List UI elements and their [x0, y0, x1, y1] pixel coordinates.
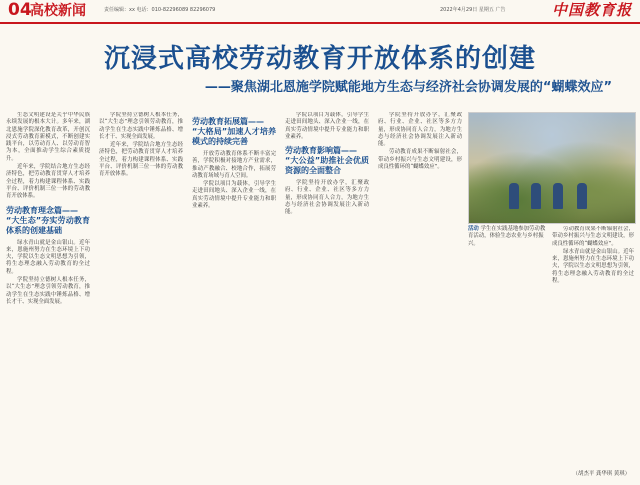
section-paragraph: 学院坚持立德树人根本任务，以“大生态”理念引领劳动教育，推动学生在生态实践中锤炼品格、增长才干、实现全面发展。 [6, 277, 90, 305]
photo-figure [531, 183, 541, 209]
column-3 [192, 112, 276, 211]
section-paragraph: 绿水青山就是金山银山。近年来，恩施州努力在生态环境上下功夫，学院以生态文明思想为引领，将生态理念融入劳动教育的全过程。 [552, 248, 634, 285]
section-paragraph: 近年来，学院结合地方生态经济特色，把劳动教育贯穿人才培养全过程，着力构建课程体系、实践平台、评价机制三位一体的劳动教育开放体系。 [99, 142, 183, 178]
section-title-1: 劳动教育理念篇—— “大生态”夯实劳动教育体系的创建基础 [6, 205, 90, 235]
article-byline: （胡杰平 龚华琪 黄琪） [572, 471, 630, 477]
photo-caption [468, 226, 548, 248]
section-paragraph: 学院坚持开放办学，汇聚政府、行业、企业、社区等多方力量，形成协同育人合力，为地方生态与经济社会协调发展注入新动能。 [378, 112, 462, 148]
column-4 [285, 112, 369, 218]
editor-info: 责任编辑：xx 电话：010-82296089 82296079 [104, 7, 216, 13]
section-title-2: 劳动教育拓展篇—— “大格局”加速人才培养模式的持续完善 [192, 117, 276, 146]
date-info: 2022年4月29日 星期五 广告 [440, 7, 506, 13]
caption-title: 活动 [468, 226, 479, 232]
section-paragraph: 学院坚持立德树人根本任务，以“大生态”理念引领劳动教育，推动学生在生态实践中锤炼品格、增长才干、实现全面发展。 [99, 112, 183, 140]
section-name: 高校新闻 [30, 3, 86, 19]
section-paragraph: 绿水青山就是金山银山。近年来，恩施州努力在生态环境上下功夫，学院以生态文明思想为引领，将生态理念融入劳动教育的全过程。 [6, 239, 90, 275]
newspaper-logo: 中国教育报 [551, 1, 632, 19]
article-photo [468, 112, 636, 224]
photo-figure [509, 183, 519, 209]
section-paragraph: 学院以项目为载体，引导学生走进田间地头、深入企业一线，在真实劳动情境中提升专业能力和职业素养。 [192, 181, 276, 210]
intro-paragraph: 生态文明建设是关乎中华民族永续发展的根本大计。多年来，湖北恩施学院深化教育改革，开创沉浸式劳动教育新模式，不断创建实践平台，以劳动育人、以劳动育智为本，全面推动学生综合素质提升。 [6, 112, 90, 162]
column-1 [6, 112, 90, 307]
column-5 [378, 112, 462, 172]
section-title-3: 劳动教育影响篇—— “大公益”助推社会优质资源的全面整合 [285, 146, 369, 176]
section-paragraph: 学院以项目为载体，引导学生走进田间地头、深入企业一线，在真实劳动情境中提升专业能力和职业素养。 [285, 112, 369, 140]
column-6 [552, 226, 634, 286]
column-2 [99, 112, 183, 180]
masthead [0, 0, 640, 24]
intro-paragraph: 近年来，学院结合地方生态经济特色，把劳动教育贯穿人才培养全过程，着力构建课程体系、实践平台、评价机制三位一体的劳动教育开放体系。 [6, 164, 90, 200]
photo-figure [577, 183, 587, 209]
section-paragraph: 开放劳动教育体系不断丰富完善，学院积极对接地方产业需求，推动产教融合、校地合作，拓展劳动教育场域与育人空间。 [192, 151, 276, 179]
caption-text: 学生在实践基地参加劳动教育活动，体验生态农业与乡村振兴。 [468, 226, 546, 247]
section-paragraph: 学院坚持开放办学，汇聚政府、行业、企业、社区等多方力量，形成协同育人合力，为地方生态与经济社会协调发展注入新动能。 [285, 180, 369, 216]
page-number: 04 [8, 0, 32, 20]
article-headline: 沉浸式高校劳动教育开放体系的创建 [103, 44, 536, 74]
section-paragraph: 劳动教育成果不断辐射社会，带动乡村振兴与生态文明建设，形成良性循环的“蝴蝶效应”。 [378, 149, 462, 171]
section-paragraph: 劳动教育成果不断辐射社会，带动乡村振兴与生态文明建设，形成良性循环的“蝴蝶效应”。 [552, 226, 634, 247]
photo-figure [553, 183, 563, 209]
article-subheadline: ——聚焦湖北恩施学院赋能地方生态与经济社会协调发展的“蝴蝶效应” [204, 80, 612, 95]
